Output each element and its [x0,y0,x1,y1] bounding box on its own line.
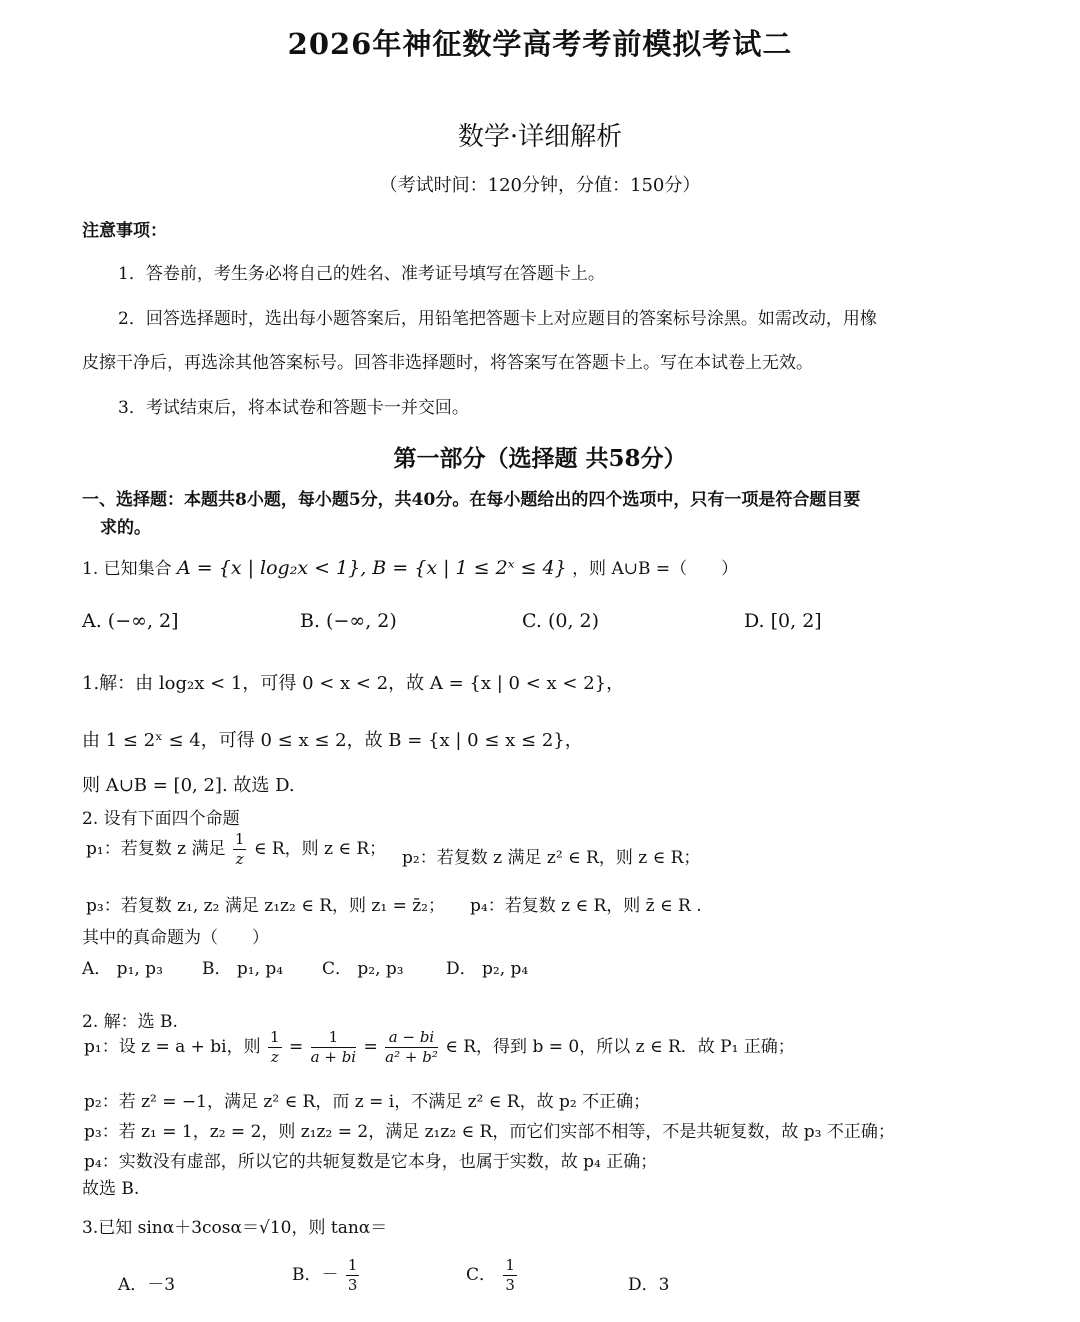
q2-s1-f2-num: 1 [311,1030,356,1048]
q2-proposition-p1 [86,832,386,867]
q3-option-b-fraction [346,1258,360,1293]
instructions-line-1: 一、选择题：本题共8小题，每小题5分，共40分。在每小题给出的四个选项中，只有一项是符合题目要 [82,490,861,510]
q2-s1-equals-2: = [363,1037,378,1057]
q3-option-b-label: B．－ [292,1265,339,1285]
q1-option-d: D. [0, 2] [744,610,822,632]
q3-b-den: 3 [347,1276,358,1294]
q2-s1-fraction-2 [311,1030,356,1065]
q3-option-c-fraction [503,1258,517,1293]
q2-stem: 2. 设有下面四个命题 [82,809,240,829]
q2-solution-p1 [84,1030,795,1065]
document-subtitle: 数学·详细解析 [457,122,623,152]
q1-option-c: C. (0, 2) [522,610,600,632]
q1-stem-suffix: ，则 A∪B =（ ） [572,559,739,579]
q2-p1-rest: ∈ R，则 z ∈ R； [253,839,387,859]
q2-p1-fraction-den: z [235,850,244,868]
q2-s1-f3-num: a − bi [385,1030,438,1048]
note-1: 1．答卷前，考生务必将自己的姓名、准考证号填写在答题卡上。 [118,264,605,284]
q1-stem-prefix: 1. 已知集合 [82,559,172,579]
q2-proposition-p2: p₂：若复数 z 满足 z² ∈ R，则 z ∈ R； [402,848,701,868]
section-instructions [82,486,962,542]
q1-solution-line-2: 由 1 ≤ 2ˣ ≤ 4，可得 0 ≤ x ≤ 2，故 B = {x | 0 ≤ x ≤ 2}， [82,730,583,751]
q2-s1-label: p₁：设 z = a + bi，则 [84,1037,261,1057]
q2-option-a: A． p₁, p₃ [82,959,163,979]
exam-info: （考试时间：120分钟，分值：150分） [379,175,701,196]
q2-p1-label: p₁：若复数 z 满足 [86,839,226,859]
q3-option-d: D．3 [628,1275,670,1295]
q3-option-b [292,1258,361,1293]
section-heading: 第一部分（选择题 共58分） [393,445,687,472]
q2-s1-fraction-1 [268,1030,282,1065]
q2-s1-f1-num: 1 [270,1028,280,1046]
q2-solution-p4: p₄：实数没有虚部，所以它的共轭复数是它本身，也属于实数，故 p₄ 正确； [84,1152,658,1172]
q2-solution-p2: p₂：若 z² = −1，满足 z² ∈ R，而 z = i，不满足 z² ∈ R，故 p₂ 不正确； [84,1092,651,1112]
instructions-line-2: 求的。 [100,518,151,538]
q3-c-num: 1 [505,1256,515,1274]
q2-option-b: B． p₁, p₄ [202,959,284,979]
q2-option-c: C． p₂, p₃ [322,959,404,979]
q1-option-b: B. (−∞, 2) [300,610,397,632]
q1-stem [82,554,738,579]
q2-question: 其中的真命题为（ ） [82,928,269,948]
q2-proposition-p3: p₃：若复数 z₁, z₂ 满足 z₁z₂ ∈ R，则 z₁ = z̄₂； [86,896,445,916]
q2-s1-rest: ∈ R，得到 b = 0，所以 z ∈ R．故 P₁ 正确； [445,1037,795,1057]
q3-b-num: 1 [347,1256,358,1274]
q2-solution-conclusion: 故选 B. [82,1179,140,1199]
q2-s1-equals-1: = [288,1037,304,1057]
q3-stem: 3.已知 sinα＋3cosα＝√10，则 tanα＝ [82,1218,388,1238]
q2-solution-p3: p₃：若 z₁ = 1，z₂ = 2，则 z₁z₂ = 2，满足 z₁z₂ ∈ R，而它们实部不相等，不是共轭复数，故 p₃ 不正确； [84,1122,895,1142]
note-2-line-2: 皮擦干净后，再选涂其他答案标号。回答非选择题时，将答案写在答题卡上。写在本试卷上无效。 [82,353,813,373]
q3-option-c-label: C． [466,1265,497,1285]
q2-solution-head: 2. 解：选 B. [82,1012,178,1032]
q2-proposition-p4: p₄：若复数 z ∈ R，则 z̄ ∈ R . [470,896,702,916]
q1-solution-line-3: 则 A∪B = [0, 2]. 故选 D. [82,775,295,796]
q3-option-c [466,1258,519,1293]
q2-s1-f3-den: a² + b² [385,1048,438,1066]
q1-option-a: A. (−∞, 2] [82,610,179,632]
q2-s1-f1-den: z [270,1048,279,1066]
q2-option-d: D． p₂, p₄ [446,959,529,979]
q3-c-den: 3 [505,1276,515,1294]
q2-s1-f2-den: a + bi [310,1048,357,1066]
q2-p1-fraction [233,832,247,867]
q2-s1-fraction-3 [385,1030,438,1065]
q3-option-a: A．－3 [118,1275,176,1295]
notes-heading: 注意事项： [82,221,167,241]
q1-stem-math: A = {x | log₂x < 1}, B = {x | 1 ≤ 2ˣ ≤ 4} [177,557,567,579]
q2-p1-fraction-num: 1 [234,830,245,848]
q1-solution-line-1: 1.解：由 log₂x < 1，可得 0 < x < 2，故 A = {x | 0 < x < 2}， [82,673,625,694]
document-title: 2026年神征数学高考考前模拟考试二 [287,27,793,61]
note-2-line-1: 2．回答选择题时，选出每小题答案后，用铅笔把答题卡上对应题目的答案标号涂黑。如需改动，用橡 [118,309,877,329]
note-3: 3．考试结束后，将本试卷和答题卡一并交回。 [118,398,469,418]
